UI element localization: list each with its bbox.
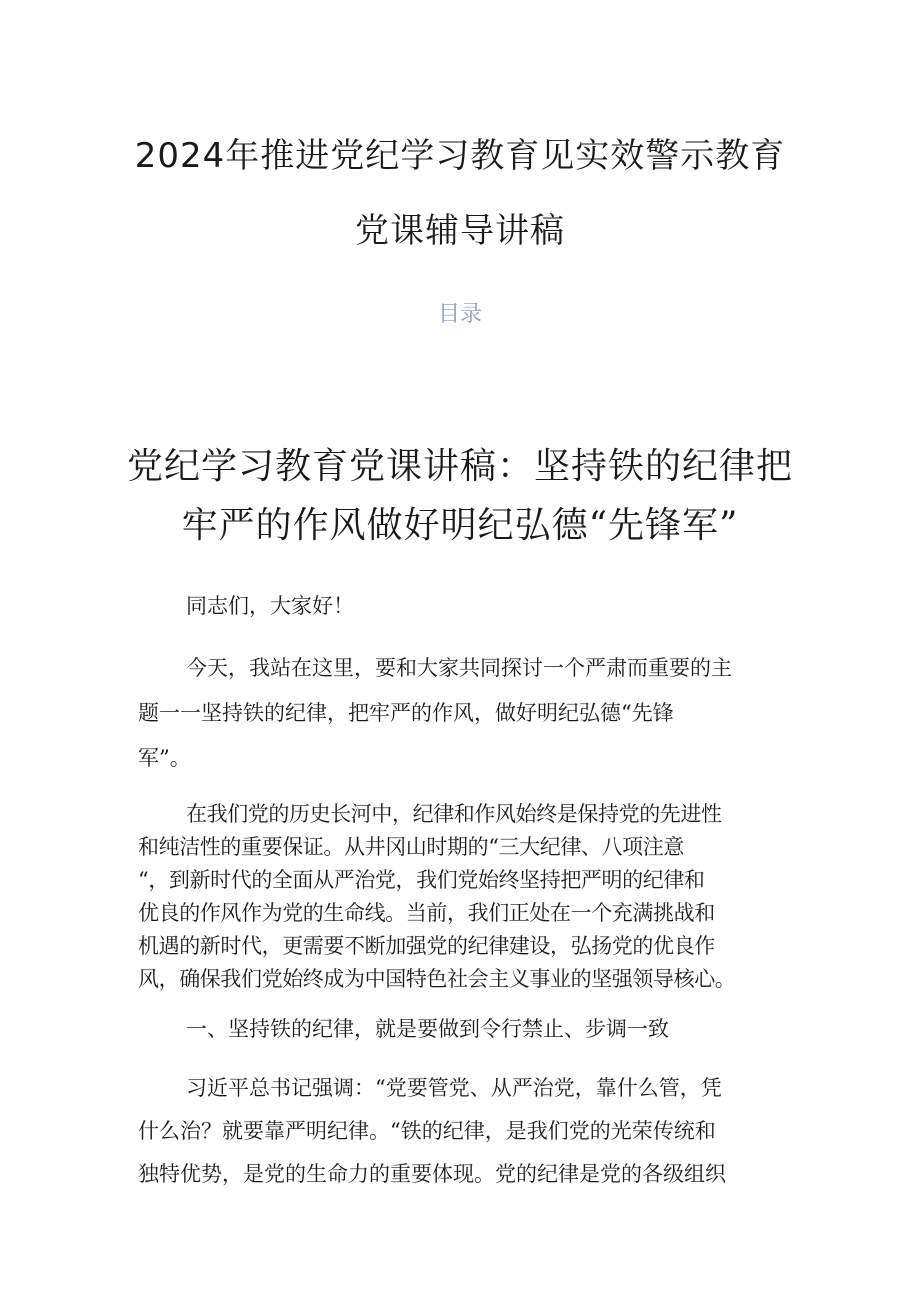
paragraph-line: 机遇的新时代，更需要不断加强党的纪律建设，弘扬党的优良作 <box>138 934 715 958</box>
toc-link[interactable]: 目录 <box>437 302 482 327</box>
section-title-line-2: 牢严的作风做好明纪弘德“先锋军” <box>181 505 739 546</box>
document-title-line-1: 2024年推进党纪学习教育见实效警示教育 <box>134 136 786 176</box>
paragraph-line: 风，确保我们党始终成为中国特色社会主义事业的坚强领导核心。 <box>138 967 736 991</box>
section-title-line-1: 党纪学习教育党课讲稿：坚持铁的纪律把 <box>126 446 793 487</box>
paragraph-line: 独特优势，是党的生命力的重要体现。党的纪律是党的各级组织 <box>138 1162 726 1186</box>
paragraph-discipline <box>138 1067 788 1196</box>
greeting: 同志们，大家好！ <box>186 594 354 618</box>
document-title-line-2: 党课辅导讲稿 <box>355 211 565 251</box>
paragraph-line: 习近平总书记强调：“党要管党、从严治党，靠什么管，凭 <box>186 1076 722 1100</box>
paragraph-line: “，到新时代的全面从严治党，我们党始终坚持把严明的纪律和 <box>138 868 705 892</box>
paragraph-line: 在我们党的历史长河中，纪律和作风始终是保持党的先进性 <box>186 802 722 826</box>
paragraph-line: 军”。 <box>138 746 191 770</box>
paragraph-line: 今天，我站在这里，要和大家共同探讨一个严肃而重要的主 <box>186 656 732 680</box>
paragraph-history <box>138 798 788 996</box>
paragraph-intro <box>138 646 788 781</box>
paragraph-line: 优良的作风作为党的生命线。当前，我们正处在一个充满挑战和 <box>138 901 715 925</box>
section-heading-1: 一、坚持铁的纪律，就是要做到令行禁止、步调一致 <box>186 1017 669 1041</box>
paragraph-line: 什么治？就要靠严明纪律。“铁的纪律，是我们党的光荣传统和 <box>138 1119 716 1143</box>
paragraph-line: 题一一坚持铁的纪律，把牢严的作风，做好明纪弘德“先锋 <box>138 701 674 725</box>
paragraph-line: 和纯洁性的重要保证。从井冈山时期的“三大纪律、八项注意 <box>138 835 684 859</box>
